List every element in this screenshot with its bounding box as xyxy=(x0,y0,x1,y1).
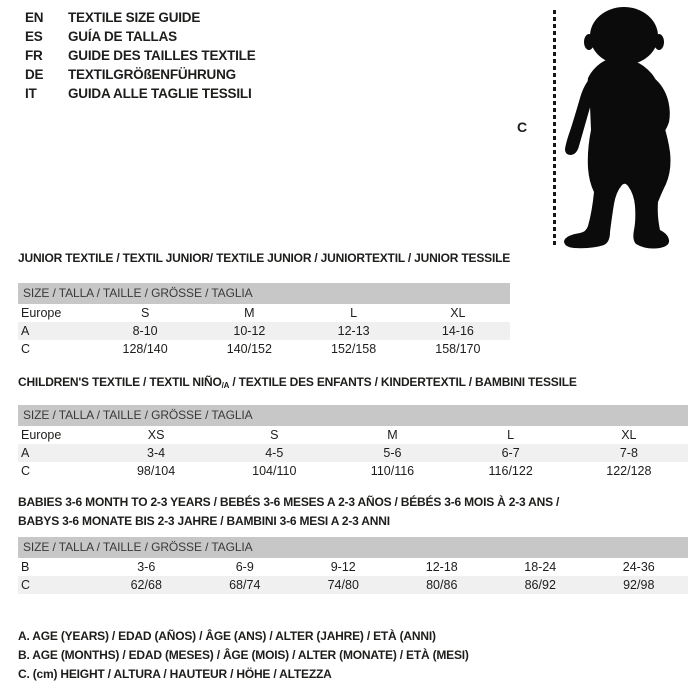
table-cell: 3-4 xyxy=(147,446,166,460)
children-section-title xyxy=(18,375,577,390)
row-label: B xyxy=(21,560,30,574)
table-cell: 140/152 xyxy=(226,342,272,356)
table-row xyxy=(18,322,510,340)
table-row xyxy=(18,426,688,444)
table-cell: L xyxy=(350,306,358,320)
footnote-a: A. AGE (YEARS) / EDAD (AÑOS) / ÂGE (ANS) / ALTER (JAHRE) / ETÀ (ANNI) xyxy=(18,629,436,643)
table-cell: 74/80 xyxy=(327,578,359,592)
babies-title-line2: BABYS 3-6 MONATE BIS 2-3 JAHRE / BAMBINI 3-6 MESI A 2-3 ANNI xyxy=(18,514,390,528)
table-cell: 62/68 xyxy=(130,578,162,592)
babies-section-title xyxy=(18,493,559,531)
language-row-en xyxy=(25,8,256,27)
table-cell: 14-16 xyxy=(441,324,474,338)
language-code: EN xyxy=(25,10,44,25)
height-dashed-line xyxy=(553,10,556,246)
table-cell: 7-8 xyxy=(619,446,638,460)
row-label: A xyxy=(21,324,30,338)
language-label: TEXTILGRÖßENFÜHRUNG xyxy=(68,67,236,82)
junior-section-title: JUNIOR TEXTILE / TEXTIL JUNIOR/ TEXTILE JUNIOR / JUNIORTEXTIL / JUNIOR TESSILE xyxy=(18,251,511,265)
table-cell: M xyxy=(244,306,255,320)
table-row xyxy=(18,576,688,594)
table-row xyxy=(18,558,688,576)
table-cell: XL xyxy=(621,428,637,442)
footnote-c: C. (cm) HEIGHT / ALTURA / HAUTEUR / HÖHE / ALTEZZA xyxy=(18,667,332,681)
children-size-table xyxy=(18,426,688,480)
table-cell: 116/122 xyxy=(488,464,533,478)
table-cell: 158/170 xyxy=(435,342,481,356)
language-label: TEXTILE SIZE GUIDE xyxy=(68,10,201,25)
table-cell: 8-10 xyxy=(132,324,158,338)
footnote-list xyxy=(18,627,469,684)
junior-size-table xyxy=(18,304,510,358)
children-title-main: CHILDREN'S TEXTILE / TEXTIL NIÑO xyxy=(18,375,222,389)
table-cell: 152/158 xyxy=(331,342,377,356)
table-cell: 24-36 xyxy=(622,560,655,574)
table-cell: 10-12 xyxy=(233,324,266,338)
row-label: A xyxy=(21,446,30,460)
table-cell: 92/98 xyxy=(623,578,655,592)
children-title-rest: / TEXTILE DES ENFANTS / KINDERTEXTIL / BAMBINI TESSILE xyxy=(229,375,577,389)
table-cell: 68/74 xyxy=(229,578,261,592)
table-cell: S xyxy=(270,428,279,442)
table-cell: 86/92 xyxy=(524,578,556,592)
table-cell: L xyxy=(507,428,515,442)
table-cell: 12-18 xyxy=(425,560,458,574)
table-cell: 12-13 xyxy=(337,324,370,338)
babies-title-line1: BABIES 3-6 MONTH TO 2-3 YEARS / BEBÉS 3-6 MESES A 2-3 AÑOS / BÉBÉS 3-6 MOIS À 2-3 ANS / xyxy=(18,495,560,509)
language-code: ES xyxy=(25,29,43,44)
table-cell: XS xyxy=(147,428,165,442)
language-label: GUIDE DES TAILLES TEXTILE xyxy=(68,48,256,63)
table-cell: 122/128 xyxy=(606,464,652,478)
language-code: FR xyxy=(25,48,43,63)
babies-size-table xyxy=(18,558,688,594)
table-row xyxy=(18,444,688,462)
language-row-fr xyxy=(25,46,256,65)
height-label-c: C xyxy=(517,119,528,135)
babies-size-header-bar: SIZE / TALLA / TAILLE / GRÖSSE / TAGLIA xyxy=(18,537,688,558)
table-row xyxy=(18,462,688,480)
language-label: GUIDA ALLE TAGLIE TESSILI xyxy=(68,86,252,101)
table-cell: 3-6 xyxy=(137,560,156,574)
row-label: Europe xyxy=(21,306,62,320)
table-cell: 6-9 xyxy=(235,560,254,574)
table-cell: 18-24 xyxy=(524,560,557,574)
table-cell: 5-6 xyxy=(383,446,402,460)
child-silhouette-icon xyxy=(558,2,698,250)
table-cell: M xyxy=(387,428,398,442)
table-cell: XL xyxy=(450,306,466,320)
table-cell: 6-7 xyxy=(501,446,520,460)
children-title-sub: /A xyxy=(221,381,230,390)
table-cell: 4-5 xyxy=(265,446,284,460)
row-label: C xyxy=(21,464,31,478)
table-cell: 9-12 xyxy=(330,560,356,574)
table-cell: 98/104 xyxy=(136,464,176,478)
table-cell: 80/86 xyxy=(426,578,458,592)
children-size-header-bar: SIZE / TALLA / TAILLE / GRÖSSE / TAGLIA xyxy=(18,405,688,426)
row-label: Europe xyxy=(21,428,62,442)
footnote-b: B. AGE (MONTHS) / EDAD (MESES) / ÂGE (MOIS) / ALTER (MONATE) / ETÀ (MESI) xyxy=(18,648,469,662)
language-code: IT xyxy=(25,86,37,101)
table-cell: 104/110 xyxy=(252,464,297,478)
language-row-it xyxy=(25,84,256,103)
table-cell: 128/140 xyxy=(122,342,168,356)
language-label: GUÍA DE TALLAS xyxy=(68,29,177,44)
table-row xyxy=(18,340,510,358)
language-row-es xyxy=(25,27,256,46)
language-row-de xyxy=(25,65,256,84)
language-code: DE xyxy=(25,67,44,82)
row-label: C xyxy=(21,578,31,592)
table-cell: 110/116 xyxy=(370,464,415,478)
language-list xyxy=(25,8,256,103)
table-row xyxy=(18,304,510,322)
junior-size-header-bar: SIZE / TALLA / TAILLE / GRÖSSE / TAGLIA xyxy=(18,283,510,304)
row-label: C xyxy=(21,342,31,356)
table-cell: S xyxy=(140,306,150,320)
